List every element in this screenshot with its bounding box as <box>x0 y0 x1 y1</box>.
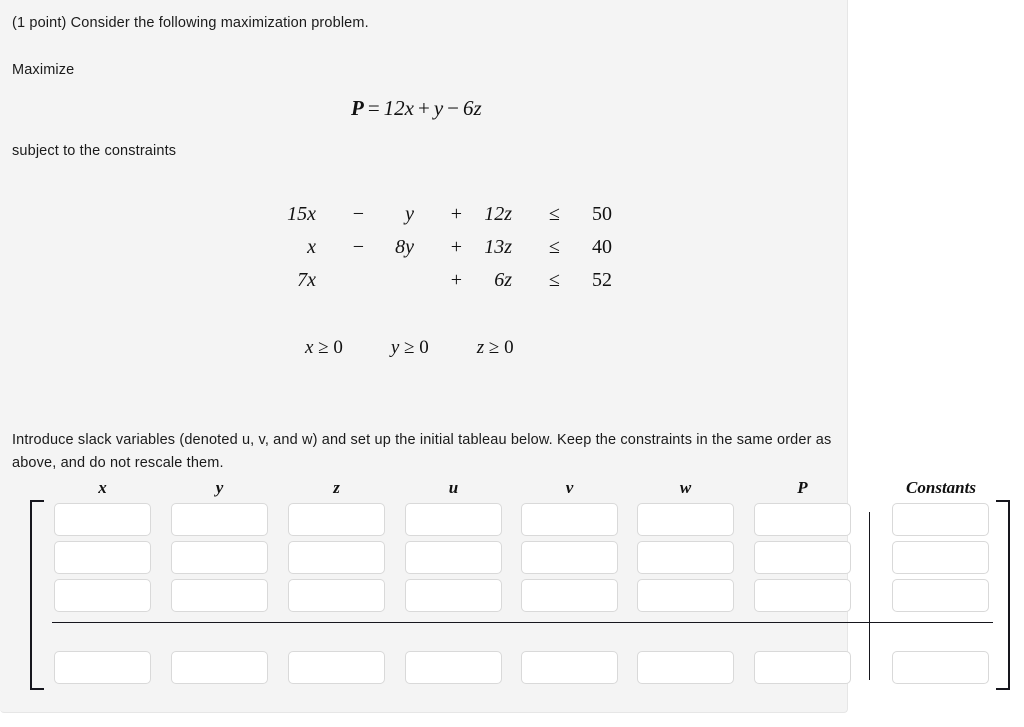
nonnegativity-x-var: x <box>305 337 314 358</box>
objective-term-2: y <box>433 96 444 120</box>
matrix-right-bracket <box>996 500 1010 690</box>
tableau-cell-r3-v[interactable] <box>521 579 618 612</box>
constraint-1-term-y: y <box>405 203 414 225</box>
tableau-cell-r2-constant[interactable] <box>892 541 989 574</box>
tableau-cell-obj-p[interactable] <box>754 651 851 684</box>
constraint-2-sign-2: + <box>450 236 462 258</box>
tableau-cell-r3-x[interactable] <box>54 579 151 612</box>
tableau-cell-r1-y[interactable] <box>171 503 268 536</box>
tableau-header-v: v <box>565 478 574 497</box>
nonnegativity-z <box>477 337 514 358</box>
tableau-header-constants: Constants <box>906 478 976 497</box>
nonnegativity-conditions <box>305 337 514 359</box>
tableau-cell-r3-p[interactable] <box>754 579 851 612</box>
constraint-3-term-y <box>364 264 414 297</box>
tableau-cell-r1-constant[interactable] <box>892 503 989 536</box>
nonnegativity-z-var: z <box>476 337 485 358</box>
constraint-3-relation: ≤ <box>549 269 560 291</box>
nonnegativity-x-relation: ≥ <box>318 337 329 358</box>
nonnegativity-z-value: 0 <box>504 337 514 358</box>
constraint-2-term-x: x <box>307 236 316 258</box>
tableau-cell-r3-u[interactable] <box>405 579 502 612</box>
objective-sign-2: + <box>418 96 430 120</box>
objective-lhs: P <box>351 96 364 120</box>
tableau-cell-r1-p[interactable] <box>754 503 851 536</box>
nonnegativity-y <box>391 337 429 358</box>
tableau-cell-r1-z[interactable] <box>288 503 385 536</box>
tableau-cell-r3-y[interactable] <box>171 579 268 612</box>
matrix-left-bracket <box>30 500 44 690</box>
objective-sign-3: − <box>447 96 460 120</box>
constraint-2-rhs: 40 <box>592 236 612 258</box>
tableau-cell-r2-w[interactable] <box>637 541 734 574</box>
constraint-1-rhs: 50 <box>592 203 612 225</box>
constraint-row <box>262 198 612 231</box>
nonnegativity-y-var: y <box>390 337 400 358</box>
tableau-cell-r3-constant[interactable] <box>892 579 989 612</box>
objective-term-1: 12x <box>383 96 414 120</box>
instructions-text: Introduce slack variables (denoted u, v, and w) and set up the initial tableau below. Keep the constraints in the same order as above, and do not rescale them. <box>12 432 832 471</box>
constraint-3-rhs: 52 <box>592 269 612 291</box>
maximize-label: Maximize <box>12 62 75 78</box>
objective-term-3: 6z <box>463 96 482 120</box>
constraint-2-term-z: 13z <box>484 236 512 258</box>
nonnegativity-x-value: 0 <box>333 337 343 358</box>
constraint-1-relation: ≤ <box>549 203 560 225</box>
tableau-cell-r1-u[interactable] <box>405 503 502 536</box>
tableau-cell-r1-w[interactable] <box>637 503 734 536</box>
tableau-cell-obj-z[interactable] <box>288 651 385 684</box>
tableau-cell-obj-w[interactable] <box>637 651 734 684</box>
tableau-header-w: w <box>679 478 692 497</box>
constraint-1-term-x: 15x <box>287 203 316 225</box>
constraint-3-term-z: 6z <box>494 269 512 291</box>
objective-function <box>351 96 482 121</box>
tableau-cell-r2-y[interactable] <box>171 541 268 574</box>
tableau-cell-obj-y[interactable] <box>171 651 268 684</box>
tableau-cell-r2-z[interactable] <box>288 541 385 574</box>
constraint-row <box>262 264 612 297</box>
points-line: (1 point) Consider the following maximization problem. <box>12 15 369 31</box>
tableau-cell-r1-x[interactable] <box>54 503 151 536</box>
tableau-cell-r3-w[interactable] <box>637 579 734 612</box>
constraint-2-relation: ≤ <box>549 236 560 258</box>
subject-to-label: subject to the constraints <box>12 143 177 159</box>
tableau-widget <box>0 470 1024 727</box>
constraint-1-term-z: 12z <box>484 203 512 225</box>
nonnegativity-y-value: 0 <box>419 337 429 358</box>
tableau-cell-r2-v[interactable] <box>521 541 618 574</box>
nonnegativity-x <box>305 337 343 358</box>
tableau-header-y: y <box>215 478 224 497</box>
constraint-row <box>262 231 612 264</box>
tableau-cell-r3-z[interactable] <box>288 579 385 612</box>
tableau-header-p: P <box>797 478 808 497</box>
tableau-cell-obj-u[interactable] <box>405 651 502 684</box>
tableau-header-u: u <box>448 478 459 497</box>
tableau-header-x: x <box>98 478 107 497</box>
objective-divider-horizontal <box>52 622 993 623</box>
constraint-3-sign-1 <box>316 264 364 297</box>
tableau-cell-r1-v[interactable] <box>521 503 618 536</box>
nonnegativity-z-relation: ≥ <box>488 337 500 358</box>
tableau-cell-obj-x[interactable] <box>54 651 151 684</box>
constants-divider-vertical <box>869 512 870 680</box>
constraint-3-sign-2: + <box>450 269 462 291</box>
nonnegativity-y-relation: ≥ <box>404 337 415 358</box>
constraint-2-term-y: 8y <box>395 236 414 258</box>
constraint-2-sign-1: − <box>352 236 364 258</box>
tableau-header-z: z <box>333 478 340 497</box>
tableau-cell-r2-x[interactable] <box>54 541 151 574</box>
constraint-system <box>262 198 612 297</box>
objective-equals: = <box>367 96 380 120</box>
constraint-1-sign-2: + <box>450 203 462 225</box>
constraint-3-term-x: 7x <box>297 269 316 291</box>
constraint-1-sign-1: − <box>352 203 364 225</box>
tableau-cell-obj-v[interactable] <box>521 651 618 684</box>
tableau-cell-r2-u[interactable] <box>405 541 502 574</box>
tableau-cell-obj-constant[interactable] <box>892 651 989 684</box>
tableau-cell-r2-p[interactable] <box>754 541 851 574</box>
